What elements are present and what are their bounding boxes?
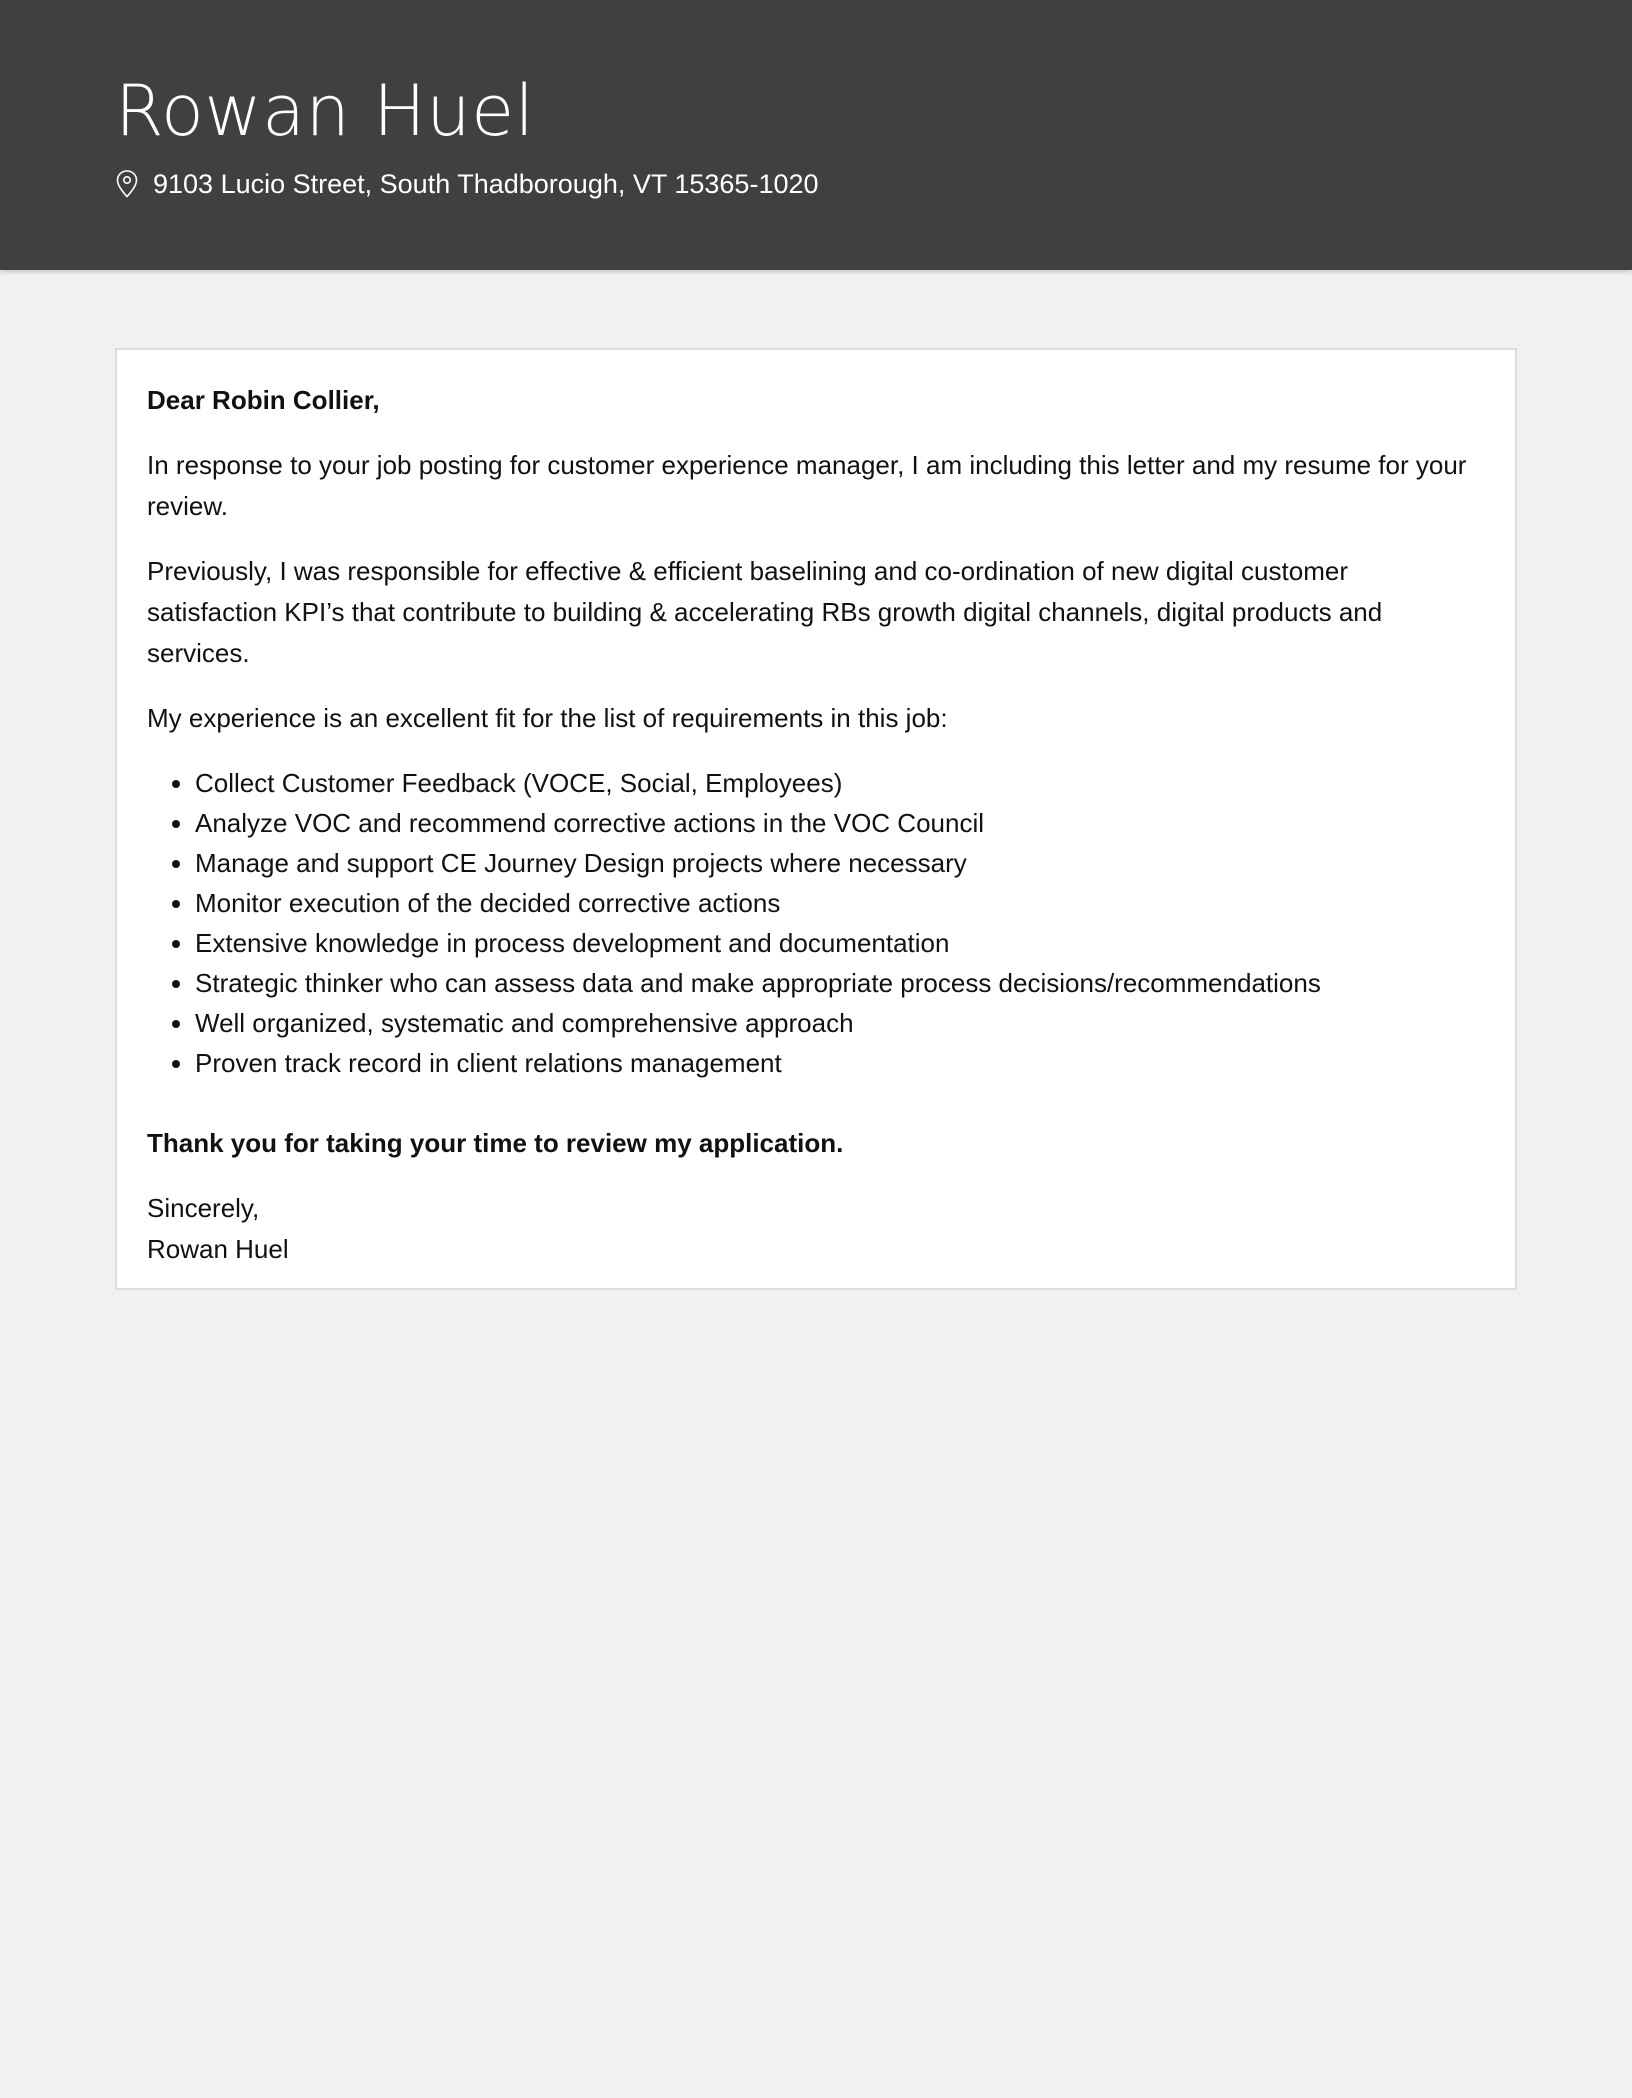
list-item: • Strategic thinker who can assess data and make appropriate process decisions/recommendations [195, 963, 1485, 1003]
intro-paragraph: In response to your job posting for customer experience manager, I am including this letter and my resume for your review. [147, 450, 1467, 521]
applicant-name: Rowan Huel [115, 70, 535, 152]
requirements-intro: My experience is an excellent fit for the list of requirements in this job: [147, 703, 948, 733]
list-item: • Proven track record in client relations management [195, 1043, 1485, 1083]
address-row [115, 166, 819, 202]
address-text: 9103 Lucio Street, South Thadborough, VT 15365-1020 [153, 169, 819, 199]
list-item: • Manage and support CE Journey Design projects where necessary [195, 843, 1485, 883]
list-item: • Extensive knowledge in process development and documentation [195, 923, 1485, 963]
list-item: • Collect Customer Feedback (VOCE, Social, Employees) [195, 763, 1485, 803]
list-item: • Monitor execution of the decided corrective actions [195, 883, 1485, 923]
salutation: Dear Robin Collier, [147, 385, 380, 415]
signature-name: Rowan Huel [147, 1234, 289, 1264]
experience-paragraph: Previously, I was responsible for effective & efficient baselining and co-ordination of new digital customer satisfaction KPI’s that contribute to building & accelerating RBs growth digital channels, digital products and services. [147, 556, 1383, 668]
closing-line: Thank you for taking your time to review my application. [147, 1128, 844, 1158]
list-item: • Analyze VOC and recommend corrective actions in the VOC Council [195, 803, 1485, 843]
requirements-list [147, 763, 1485, 1083]
list-item: • Well organized, systematic and comprehensive approach [195, 1003, 1485, 1043]
cover-letter [115, 348, 1517, 1290]
location-pin-icon [115, 169, 139, 199]
page-header [0, 0, 1632, 270]
signoff: Sincerely, [147, 1193, 260, 1223]
